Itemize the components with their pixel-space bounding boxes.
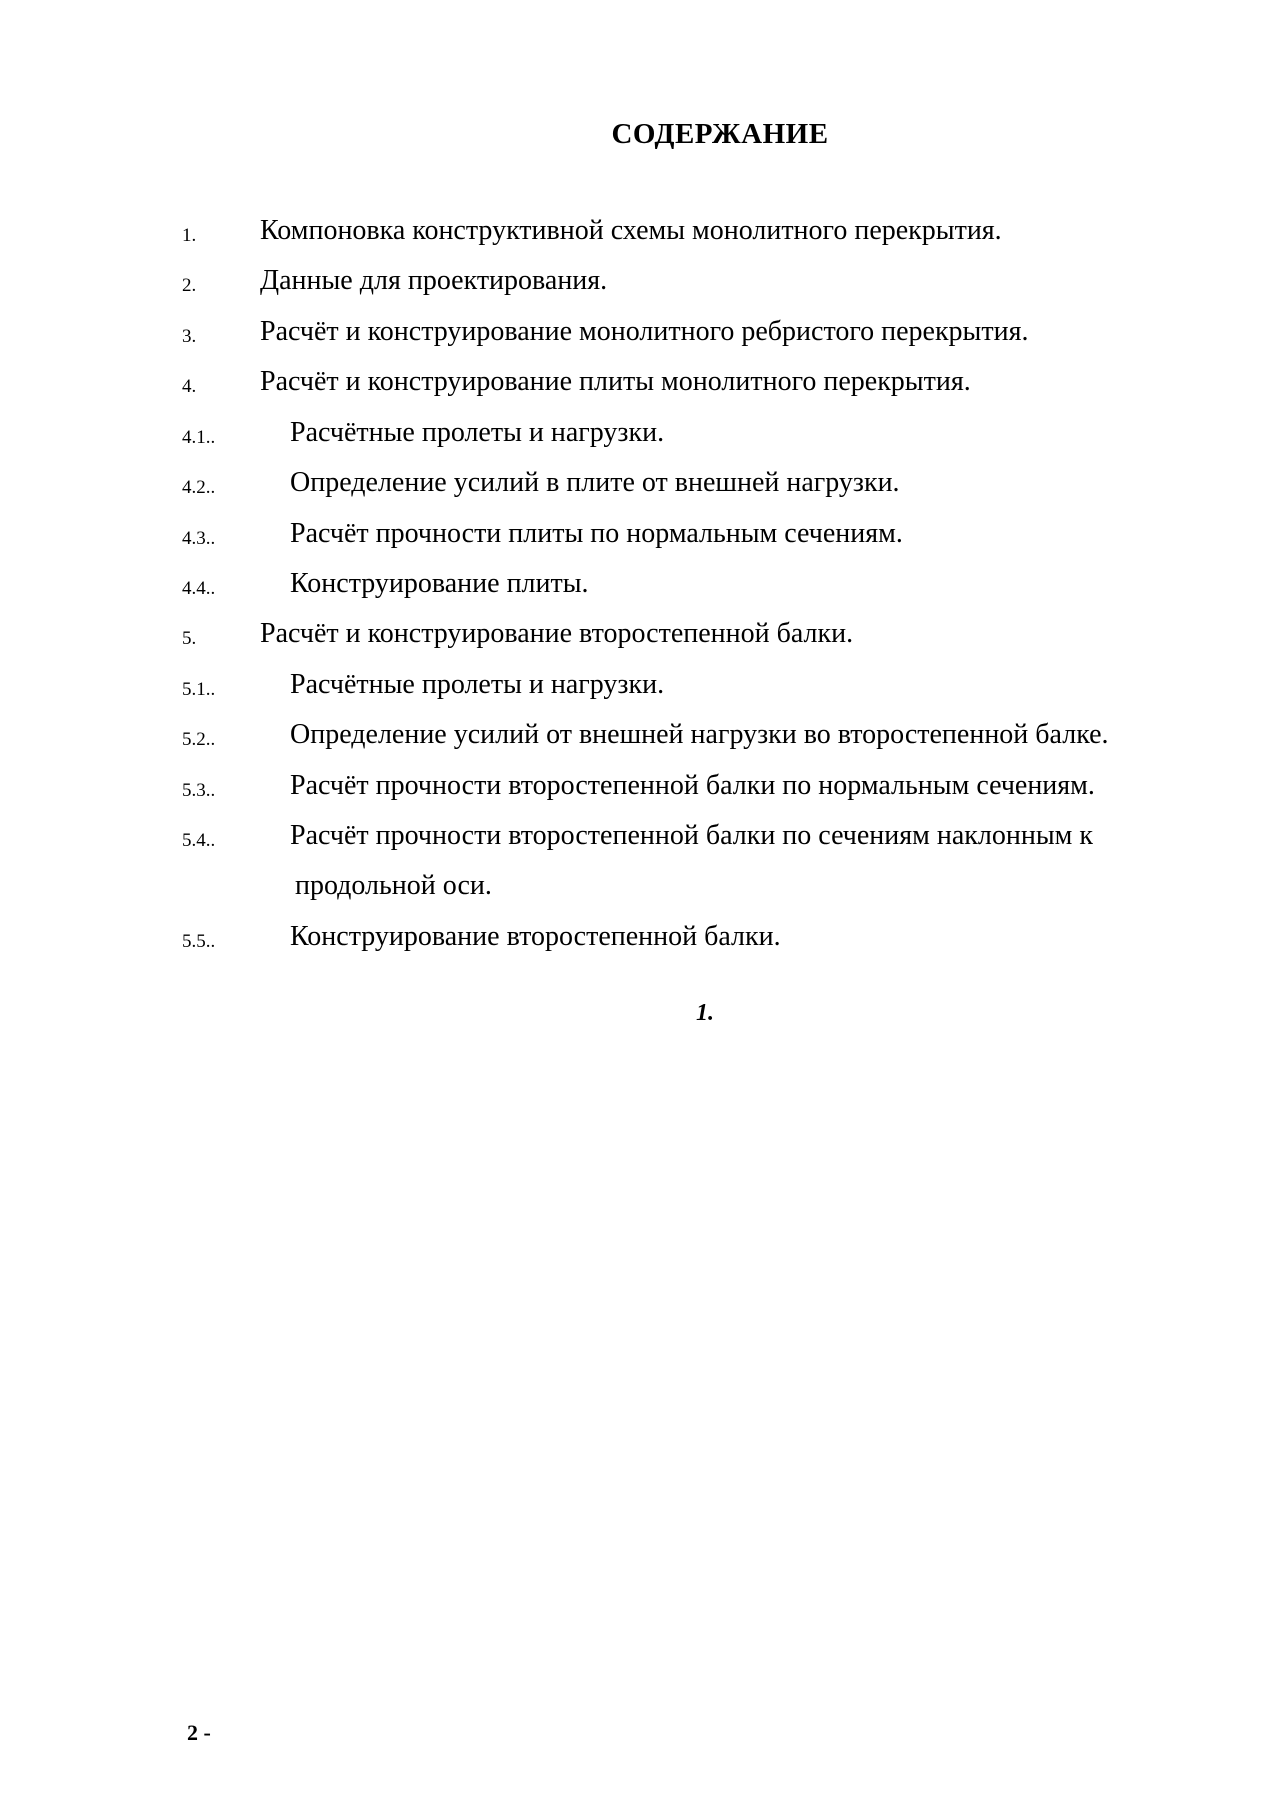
toc-item-number: 5.1..	[182, 679, 216, 700]
toc-item	[0, 770, 1280, 810]
toc-item	[0, 518, 1280, 558]
toc-item-number: 5.5..	[182, 931, 216, 952]
section-number-mark: 1.	[696, 1000, 714, 1026]
toc-item-text: Расчётные пролеты и нагрузки.	[290, 669, 665, 700]
toc-item-number: 3.	[182, 326, 197, 347]
toc-item-number: 4.3..	[182, 528, 216, 549]
toc-item	[0, 669, 1280, 709]
toc-item-text: Определение усилий от внешней нагрузки во второстепенной балке.	[290, 719, 1109, 750]
toc-item	[0, 719, 1280, 759]
toc-item-text: Конструирование второстепенной балки.	[290, 921, 781, 952]
toc-item	[0, 366, 1280, 406]
toc-item-text: Данные для проектирования.	[260, 265, 608, 296]
toc-item-text: Расчёт и конструирование второстепенной балки.	[260, 618, 854, 649]
toc-item-text: Расчёт прочности второстепенной балки по сечениям наклонным к	[290, 820, 1093, 851]
toc-item-number: 4.2..	[182, 477, 216, 498]
toc-item-number: 4.4..	[182, 578, 216, 599]
toc-item-number: 5.	[182, 628, 197, 649]
page-title: СОДЕРЖАНИЕ	[611, 118, 829, 150]
toc-item	[0, 618, 1280, 658]
toc-item-number: 5.3..	[182, 780, 216, 801]
toc-item-text: Расчёт прочности плиты по нормальным сечениям.	[290, 518, 903, 549]
toc-item	[0, 417, 1280, 457]
toc-item	[0, 215, 1280, 255]
toc-item	[0, 265, 1280, 305]
toc-item	[0, 568, 1280, 608]
toc-item-text: Расчётные пролеты и нагрузки.	[290, 417, 665, 448]
toc-item-number: 5.2..	[182, 729, 216, 750]
toc-item	[0, 921, 1280, 961]
toc-item-continuation	[0, 870, 1280, 910]
toc-item-number: 2.	[182, 275, 197, 296]
toc-item-text: Компоновка конструктивной схемы монолитного перекрытия.	[260, 215, 1002, 246]
toc-item-number: 5.4..	[182, 830, 216, 851]
toc-item-text: Определение усилий в плите от внешней нагрузки.	[290, 467, 900, 498]
toc-item	[0, 467, 1280, 507]
toc-item-number: 4.1..	[182, 427, 216, 448]
toc-item	[0, 820, 1280, 860]
toc-item	[0, 316, 1280, 356]
toc-item-text: Расчёт и конструирование монолитного ребристого перекрытия.	[260, 316, 1029, 347]
toc-item-number: 1.	[182, 225, 197, 246]
toc-item-text: Конструирование плиты.	[290, 568, 589, 599]
toc-item-text: Расчёт и конструирование плиты монолитного перекрытия.	[260, 366, 971, 397]
page-number: 2 -	[187, 1720, 211, 1745]
toc-item-number: 4.	[182, 376, 197, 397]
toc-item-text: продольной оси.	[295, 870, 492, 901]
toc-item-text: Расчёт прочности второстепенной балки по нормальным сечениям.	[290, 770, 1095, 801]
